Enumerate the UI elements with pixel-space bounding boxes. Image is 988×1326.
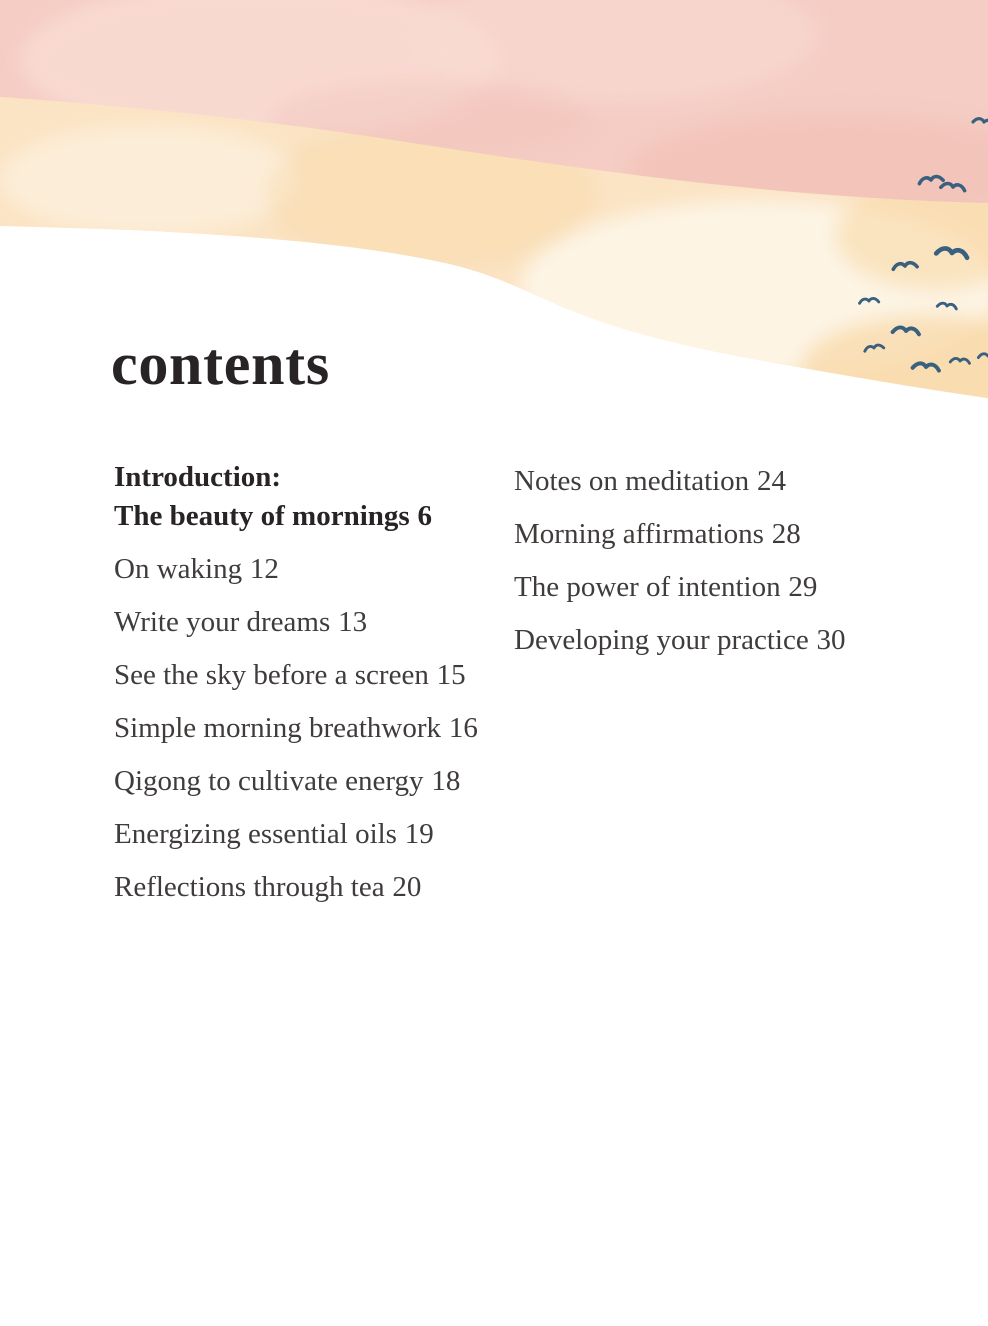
toc-entry-label: Energizing essential oils	[114, 818, 397, 850]
toc-entry	[114, 603, 514, 642]
toc-entry-label: See the sky before a screen	[114, 659, 429, 691]
toc-entry-label: The power of intention	[514, 571, 781, 603]
toc-entry-page: 30	[816, 624, 846, 656]
toc-entry	[114, 550, 514, 589]
toc-entry-page: 20	[392, 871, 422, 903]
page-title: contents	[111, 331, 330, 397]
toc-entry	[114, 815, 514, 854]
toc-entry-page: 28	[771, 518, 801, 550]
toc-entry	[514, 568, 934, 607]
toc-entry-page: 16	[448, 712, 478, 744]
toc-entry	[114, 458, 514, 497]
toc-entry-page: 12	[249, 553, 279, 585]
toc-entry-label: Reflections through tea	[114, 871, 385, 903]
toc-entry-label: Simple morning breathwork	[114, 712, 442, 744]
toc-entry-label: Morning affirmations	[514, 518, 764, 550]
toc-entry-page: 15	[436, 659, 466, 691]
toc-entry-page: 29	[788, 571, 818, 603]
toc-entry-label: On waking	[114, 553, 243, 585]
toc-entry-label: The beauty of mornings	[114, 500, 410, 532]
toc-column-right	[514, 462, 934, 674]
toc-entry	[114, 762, 514, 801]
toc-entry-page: 6	[417, 500, 432, 532]
toc-column-left	[114, 458, 514, 921]
toc-entry	[514, 462, 934, 501]
toc-entry	[114, 656, 514, 695]
toc-entry	[514, 515, 934, 554]
toc-entry-page: 13	[338, 606, 368, 638]
toc-entry-label: Introduction:	[114, 461, 282, 493]
toc-entry-label: Developing your practice	[514, 624, 809, 656]
toc-entry-label: Write your dreams	[114, 606, 331, 638]
toc-entry-label: Qigong to cultivate energy	[114, 765, 424, 797]
toc-entry	[514, 621, 934, 660]
toc-entry-page: 24	[757, 465, 787, 497]
toc-entry-label: Notes on meditation	[514, 465, 750, 497]
toc-entry	[114, 868, 514, 907]
toc-entry-page: 19	[404, 818, 434, 850]
toc-entry-page: 18	[431, 765, 461, 797]
toc-entry	[114, 497, 514, 536]
toc-entry	[114, 709, 514, 748]
